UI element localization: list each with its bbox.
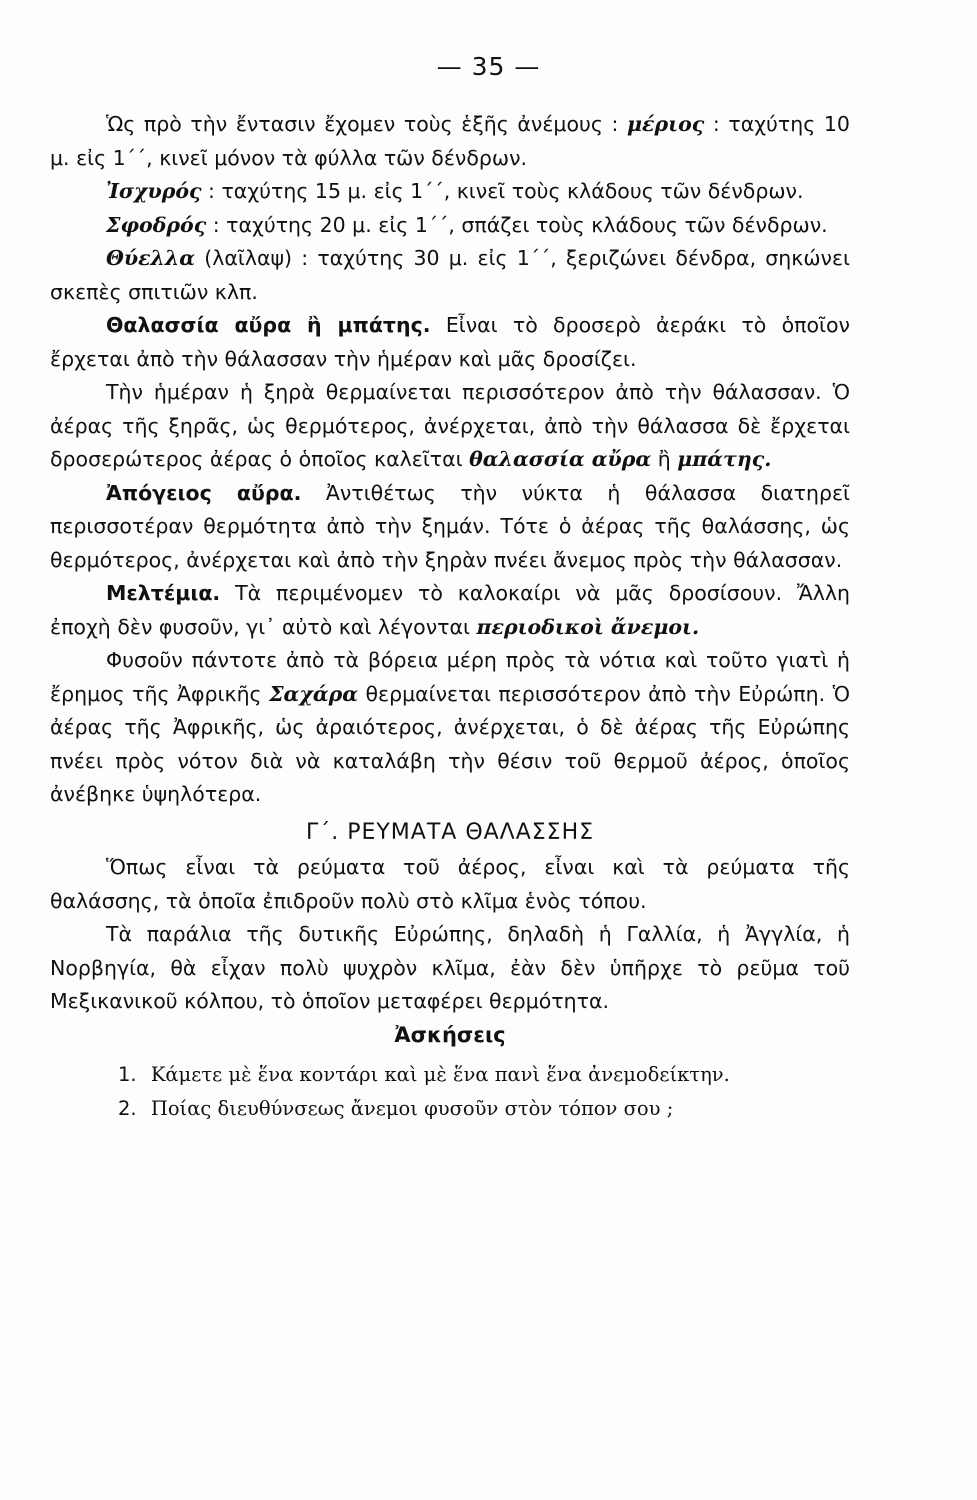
sea-breeze-term-tail: ἢ xyxy=(657,447,671,471)
exercise-item-1 xyxy=(50,1058,850,1092)
wind-violent-term: Σφοδρός xyxy=(106,212,207,237)
land-breeze-paragraph xyxy=(50,477,850,578)
meltemia-paragraph xyxy=(50,577,850,644)
meltemia-text: Τὰ περιμένομεν τὸ καλοκαίρι νὰ μᾶς δροσίσουν. Ἄλλη ἐποχὴ δὲν φυσοῦν, γι᾽ αὐτὸ καὶ λέγονται xyxy=(50,581,850,639)
sea-breeze-explanation xyxy=(50,376,850,477)
currents-paragraph-2: Τὰ παράλια τῆς δυτικῆς Εὐρώπης, δηλαδὴ ἡ Γαλλία, ἡ Ἀγγλία, ἡ Νορβηγία, θὰ εἶχαν πολὺ ψυχρὸν κλῖμα, ἐὰν δὲν ὑπῆρχε τὸ ρεῦμα τοῦ Μεξικανικοῦ κόλπου, τὸ ὁποῖον μεταφέρει θερμότητα. xyxy=(50,922,850,1013)
sea-breeze-title: Θαλασσία αὔρα ἢ μπάτης. xyxy=(106,313,431,337)
meltemia-cause-text1: Φυσοῦν πάντοτε ἀπὸ τὰ βόρεια μέρη πρὸς τὰ νότια καὶ τοῦτο γιατὶ ἡ ἔρημος τῆς Ἀφρικῆς xyxy=(50,648,850,706)
sea-breeze-paragraph xyxy=(50,309,850,376)
section-heading: Γ΄. ΡΕΥΜΑΤΑ ΘΑΛΑΣΣΗΣ xyxy=(305,819,595,845)
sea-breeze-term2: μπάτης. xyxy=(677,447,772,471)
wind-storm-term: Θύελλα xyxy=(106,246,196,270)
wind-strong xyxy=(50,175,850,209)
sea-breeze-term: θαλασσία αὔρα xyxy=(469,447,652,471)
intro-rest: : ταχύτης 10 μ. εἰς 1΄΄, κινεῖ μόνον τὰ φύλλα τῶν δένδρων. xyxy=(50,112,850,170)
wind-violent xyxy=(50,209,850,243)
meltemia-cause-text2: θερμαίνεται περισσότερον ἀπὸ τὴν Εὐρώπη. Ὁ ἀέρας τῆς Ἀφρικῆς, ὡς ἀραιότερος, ἀνέρχεται, ὁ δὲ ἀέρας τῆς Εὐρώπης πνέει πρὸς νότον διὰ νὰ καταλάβη τὴν θέσιν τοῦ θερμοῦ ἀέρος, ὁποῖος ἀνέβηκε ὑψηλότερα. xyxy=(50,681,850,806)
intro-lead: Ὡς πρὸ τὴν ἔντασιν ἔχομεν τοὺς ἑξῆς ἀνέμους : xyxy=(106,112,619,136)
meltemia-cause-term: Σαχάρα xyxy=(269,681,358,706)
exercise-item-2 xyxy=(50,1092,850,1126)
sea-breeze-text2: Τὴν ἡμέραν ἡ ξηρὰ θερμαίνεται περισσότερον ἀπὸ τὴν θάλασσαν. Ὁ ἀέρας τῆς ξηρᾶς, ὡς θερμότερος, ἀνέρχεται, ἀπὸ τὴν θάλασσα δὲ ἔρχεται δροσερώτερος ἀέρας ὁ ὁποῖος καλεῖται xyxy=(50,380,850,471)
exercises-heading: Ἀσκήσεις xyxy=(394,1022,506,1047)
wind-violent-text: : ταχύτης 20 μ. εἰς 1΄΄, σπάζει τοὺς κλάδους τῶν δένδρων. xyxy=(212,212,828,237)
land-breeze-text: Ἀντιθέτως τὴν νύκτα ἡ θάλασσα διατηρεῖ περισσοτέραν θερμότητα ἀπὸ τὴν ξημάν. Τότε ὁ ἀέρας τῆς θαλάσσης, ὡς θερμότερος, ἀνέρχεται καὶ ἀπὸ τὴν ξηρὰν πνέει ἄνεμος πρὸς τὴν θάλασσαν. xyxy=(50,480,850,572)
exercise-number: 2. xyxy=(118,1096,137,1120)
intro-term: μέριος xyxy=(627,112,705,136)
sea-breeze-text1: Εἶναι τὸ δροσερὸ ἀεράκι τὸ ὁποῖον ἔρχεται ἀπὸ τὴν θάλασσαν τὴν ἡμέραν καὶ μᾶς δροσίζει. xyxy=(50,313,850,371)
meltemia-cause-paragraph xyxy=(50,644,850,812)
meltemia-title: Μελτέμια. xyxy=(106,581,221,605)
wind-strong-text: : ταχύτης 15 μ. εἰς 1΄΄, κινεῖ τοὺς κλάδους τῶν δένδρων. xyxy=(208,179,804,203)
exercise-number: 1. xyxy=(118,1063,137,1086)
land-breeze-title: Ἀπόγειος αὔρα. xyxy=(106,480,302,505)
exercise-text: Ποίας διευθύνσεως ἄνεμοι φυσοῦν στὸν τόπον σου ; xyxy=(150,1096,674,1120)
intro-paragraph xyxy=(50,108,850,175)
currents-paragraph-1: Ὅπως εἶναι τὰ ρεύματα τοῦ ἀέρος, εἶναι καὶ τὰ ρεύματα τῆς θαλάσσης, τὰ ὁποῖα ἐπιδροῦν πολὺ στὸ κλῖμα ἑνὸς τόπου. xyxy=(50,855,850,913)
page-number: — 35 — xyxy=(436,52,541,81)
exercise-text: Κάμετε μὲ ἕνα κοντάρι καὶ μὲ ἕνα πανὶ ἕνα ἀνεμοδείκτην. xyxy=(150,1063,730,1086)
meltemia-term: περιοδικοὶ ἄνεμοι. xyxy=(476,614,700,639)
page-body xyxy=(50,108,850,1125)
wind-storm xyxy=(50,242,850,309)
wind-strong-term: Ἰσχυρός xyxy=(106,179,202,203)
wind-storm-text: (λαῖλαψ) : ταχύτης 30 μ. εἰς 1΄΄, ξεριζώνει δένδρα, σηκώνει σκεπὲς σπιτιῶν κλπ. xyxy=(50,246,850,304)
